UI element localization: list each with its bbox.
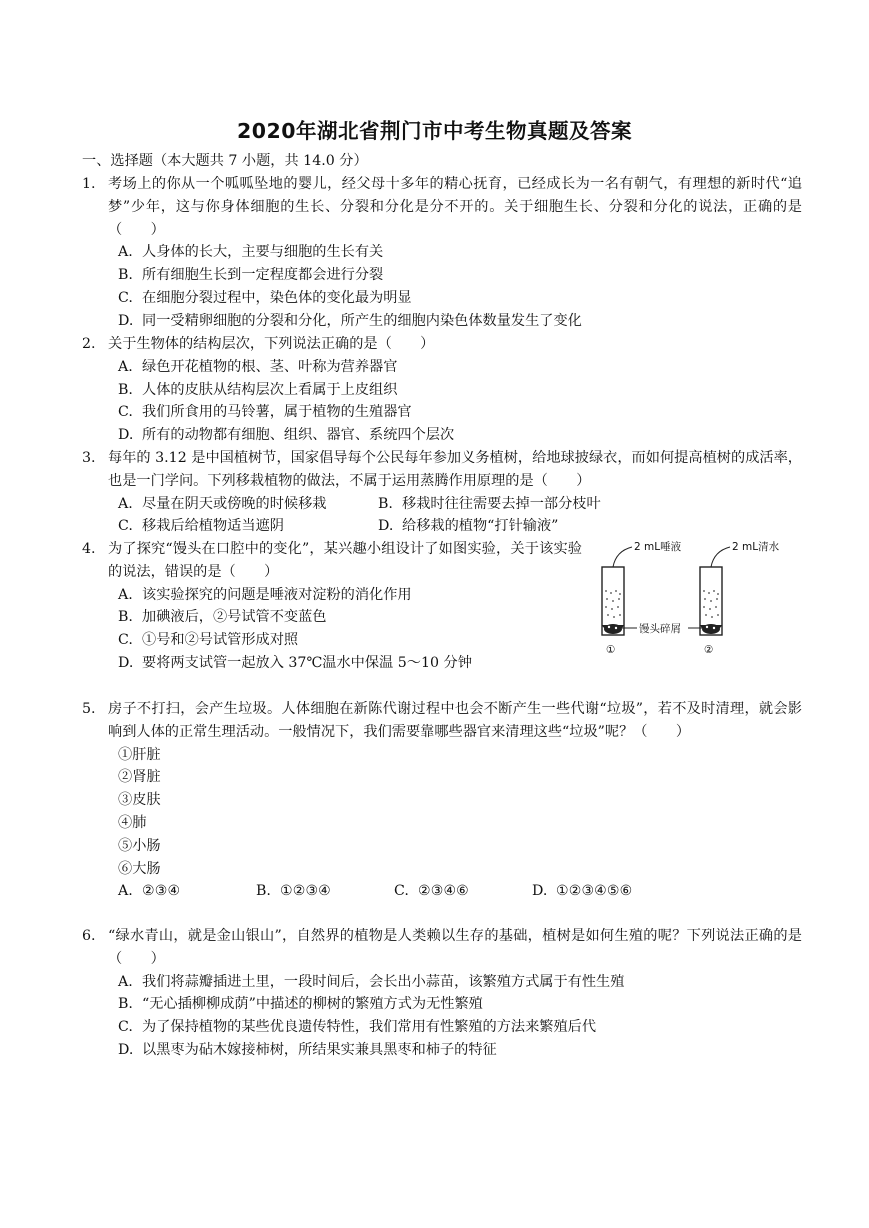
question-number: 3.	[82, 450, 96, 466]
question-stem: 房子不打扫，会产生垃圾。人体细胞在新陈代谢过程中也会不断产生一些代谢“垃圾”，若不及时清理，就会影响到人体的正常生理活动。一般情况下，我们需要靠哪些器官来清理这些“垃圾”呢？（ ）	[108, 701, 802, 740]
option-a: A. 我们将蒜瓣插进土里，一段时间后，会长出小蒜苗，该繁殖方式属于有性生殖	[118, 973, 625, 990]
question-stem: 关于生物体的结构层次，下列说法正确的是（ ）	[108, 336, 435, 352]
option-a: A. ②③④	[118, 883, 181, 900]
option-c: C. 为了保持植物的某些优良遗传特性，我们常用有性繁殖的方法来繁殖后代	[118, 1019, 597, 1036]
question-stem: 每年的 3.12 是中国植树节，国家倡导每个公民每年参加义务植树，给地球披绿衣，而如何提高植树的成活率，也是一门学问。下列移栽植物的做法，不属于运用蒸腾作用原理的是（ ）	[108, 450, 802, 489]
list-item: ③皮肤	[118, 792, 161, 809]
option-a: A. 人身体的长大，主要与细胞的生长有关	[118, 244, 384, 261]
question-number: 1.	[82, 176, 96, 192]
tube-2-number: ②	[704, 644, 714, 656]
document-title: 2020年湖北省荆门市中考生物真题及答案	[236, 119, 633, 143]
list-item: ①肝脏	[118, 746, 161, 763]
option-a: A. 尽量在阴天或傍晚的时候移栽	[118, 495, 327, 512]
question-number: 4.	[82, 541, 96, 557]
tube-1	[602, 567, 624, 635]
bread-label: 馒头碎屑	[639, 623, 681, 635]
option-b: B. 移栽时往往需要去掉一部分枝叶	[378, 495, 601, 512]
question-2	[82, 333, 802, 447]
question-5	[82, 698, 802, 903]
option-d: D. ①②③④⑤⑥	[532, 883, 633, 900]
section-heading: 一、选择题（本大题共 7 小题，共 14.0 分）	[82, 153, 368, 169]
option-b: B. ①②③④	[256, 883, 331, 900]
option-d: D. 给移栽的植物“打针输液”	[378, 518, 559, 535]
list-item: ⑤小肠	[118, 837, 161, 854]
options-row-cd	[108, 515, 802, 538]
option-b: B. 加碘液后，②号试管不变蓝色	[118, 609, 327, 626]
option-b: B. “无心插柳柳成荫”中描述的柳树的繁殖方式为无性繁殖	[118, 996, 483, 1013]
list-item: ④肺	[118, 814, 147, 831]
question-number: 5.	[82, 701, 96, 717]
option-a: A. 绿色开花植物的根、茎、叶称为营养器官	[118, 358, 398, 375]
option-c: C. ②③④⑥	[394, 883, 469, 900]
option-d: D. 同一受精卵细胞的分裂和分化，所产生的细胞内染色体数量发生了变化	[118, 312, 582, 329]
option-c: C. 我们所食用的马铃薯，属于植物的生殖器官	[118, 404, 412, 421]
tube-2-label: 2 mL清水	[732, 541, 780, 553]
question-6	[82, 925, 802, 1062]
options-row	[108, 880, 802, 903]
option-d: D. 要将两支试管一起放入 37℃温水中保温 5～10 分钟	[118, 654, 472, 671]
question-1	[82, 173, 802, 333]
tube-1-label: 2 mL唾液	[634, 541, 682, 553]
list-item: ⑥大肠	[118, 860, 161, 877]
option-d: D. 所有的动物都有细胞、组织、器官、系统四个层次	[118, 427, 455, 444]
options-row-ab	[108, 493, 802, 516]
list-item: ②肾脏	[118, 769, 161, 786]
question-number: 6.	[82, 928, 96, 944]
option-b: B. 所有细胞生长到一定程度都会进行分裂	[118, 267, 384, 284]
tube-2	[700, 567, 722, 635]
question-stem: “绿水青山，就是金山银山”，自然界的植物是人类赖以生存的基础，植树是如何生殖的呢？下列说法正确的是（ ）	[108, 928, 802, 967]
question-3	[82, 447, 802, 538]
question-stem: 考场上的你从一个呱呱坠地的婴儿，经父母十多年的精心抚育，已经成长为一名有朝气，有理想的新时代“追梦”少年，这与你身体细胞的生长、分裂和分化是分不开的。关于细胞生长、分裂和分化的说法，正确的是（ ）	[108, 176, 802, 238]
option-c: C. 在细胞分裂过程中，染色体的变化最为明显	[118, 289, 412, 306]
option-b: B. 人体的皮肤从结构层次上看属于上皮组织	[118, 381, 398, 398]
option-a: A. 该实验探究的问题是唾液对淀粉的消化作用	[118, 586, 412, 603]
question-4	[82, 538, 582, 675]
option-d: D. 以黑枣为砧木嫁接柿树，所结果实兼具黑枣和柿子的特征	[118, 1041, 497, 1058]
option-c: C. 移栽后给植物适当遮阴	[118, 518, 284, 535]
test-tube-figure	[592, 537, 782, 657]
question-number: 2.	[82, 336, 96, 352]
question-stem: 为了探究“馒头在口腔中的变化”，某兴趣小组设计了如图实验，关于该实验的说法，错误的是（ ）	[108, 541, 582, 580]
option-c: C. ①号和②号试管形成对照	[118, 632, 299, 649]
tube-1-number: ①	[606, 644, 616, 656]
